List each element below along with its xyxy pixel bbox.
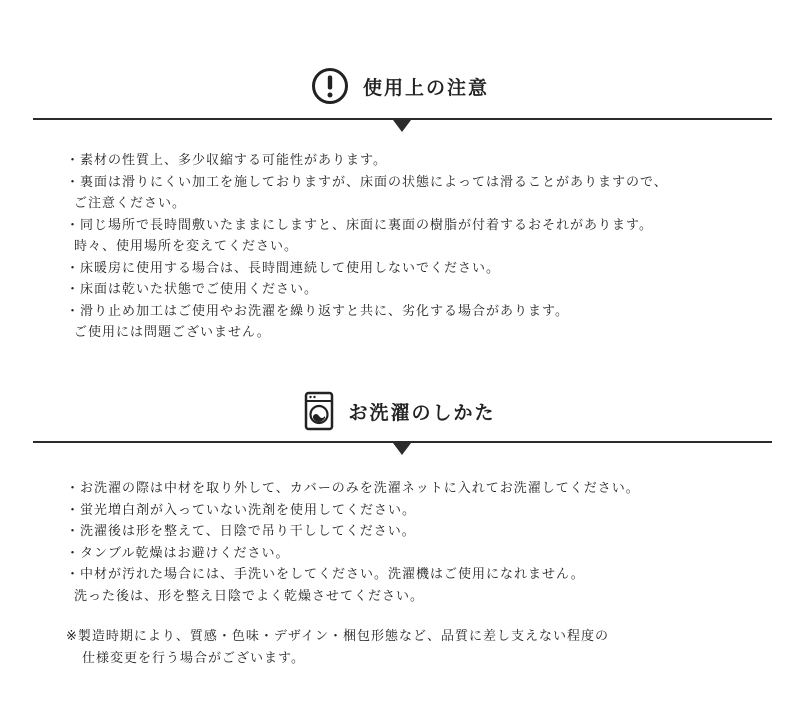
caution-title: 使用上の注意 <box>362 76 489 99</box>
product-note <box>66 626 786 669</box>
note-line-2: 仕様変更を行う場合がございます。 <box>82 650 305 666</box>
list-item: ・滑り止め加工はご使用やお洗濯を繰り返すと共に、劣化する場合があります。 ご使用には問題ございません。 <box>66 303 569 340</box>
list-item: ・お洗濯の際は中材を取り外して、カバーのみを洗濯ネットに入れてお洗濯してください。 <box>66 481 640 496</box>
caution-down-arrow-icon <box>393 120 411 132</box>
exclamation-circle-icon <box>311 67 349 105</box>
list-item: ・タンブル乾燥はお避けください。 <box>66 545 290 561</box>
list-item: ・中材が汚れた場合には、手洗いをしてください。洗濯機はご使用になれません。 洗った後は、形を整え日陰でよく乾燥させてください。 <box>66 567 585 604</box>
washing-machine-icon <box>304 391 334 431</box>
note-line-1: ※製造時期により、質感・色味・デザイン・梱包形態など、品質に差し支えない程度の <box>66 629 609 644</box>
list-item: ・蛍光増白剤が入っていない洗剤を使用してください。 <box>66 502 417 518</box>
list-item: ・裏面は滑りにくい加工を施しておりますが、床面の状態によっては滑ることがありますので、 ご注意ください。 <box>66 174 668 211</box>
list-item: ・床暖房に使用する場合は、長時間連続して使用しないでください。 <box>66 260 501 276</box>
caution-header <box>0 66 800 106</box>
list-item: ・洗濯後は形を整えて、日陰で吊り干ししてください。 <box>66 524 416 539</box>
washing-list <box>66 478 786 607</box>
washing-title: お洗濯のしかた <box>348 401 496 424</box>
list-item: ・素材の性質上、多少収縮する可能性があります。 <box>66 153 387 168</box>
list-item: ・同じ場所で長時間敷いたままにしますと、床面に裏面の樹脂が付着するおそれがあります。 時々、使用場所を変えてください。 <box>66 217 653 254</box>
washing-down-arrow-icon <box>393 443 411 455</box>
list-item: ・床面は乾いた状態でご使用ください。 <box>66 282 319 297</box>
caution-list <box>66 150 786 344</box>
washing-header <box>0 391 800 431</box>
